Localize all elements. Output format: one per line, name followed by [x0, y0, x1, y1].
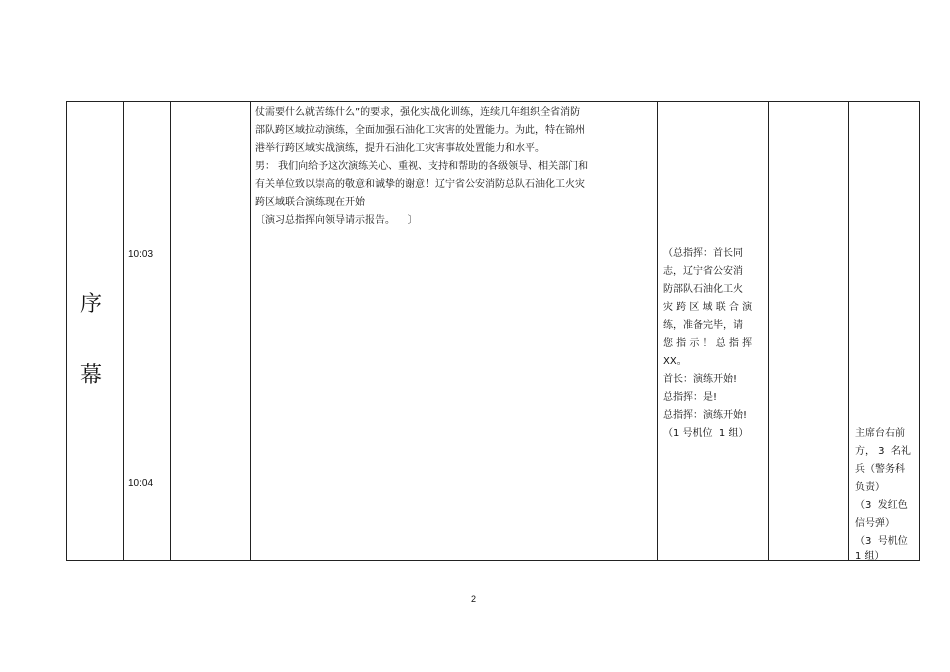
content-line: 〔演习总指挥向领导请示报告。 〕 — [255, 215, 418, 226]
content-line: 部队跨区域拉动演练，全面加强石油化工灾害的处置能力。为此，特在锦州 — [255, 125, 585, 136]
section-char-2: 幕 — [80, 363, 103, 388]
right-note-line: 1 组） — [855, 551, 885, 562]
section-char-1: 序 — [80, 292, 103, 317]
column-divider — [123, 101, 124, 561]
dialogue-line: 您 指 示 ！ 总 指 挥 — [663, 338, 753, 349]
page-number: 2 — [471, 594, 477, 604]
dialogue-line: 防部队石油化工火 — [663, 284, 743, 295]
column-divider — [848, 101, 849, 561]
dialogue-line: 练，准备完毕，请 — [663, 320, 743, 331]
content-line: 仗需要什么就苦练什么”的要求，强化实战化训练，连续几年组织全省消防 — [255, 107, 581, 118]
dialogue-line: （总指挥：首长同 — [663, 248, 743, 259]
dialogue-line: XX。 — [663, 356, 687, 367]
column-divider — [250, 101, 251, 561]
dialogue-line: 志，辽宁省公安消 — [663, 266, 743, 277]
dialogue-line: （1 号机位 1 组） — [663, 428, 749, 439]
right-note-line: 方， 3 名礼 — [855, 446, 911, 457]
time-label: 10:03 — [128, 249, 154, 260]
column-divider — [919, 101, 920, 561]
right-note-line: （3 发红色 — [855, 500, 908, 511]
column-divider — [170, 101, 171, 561]
column-divider — [66, 101, 67, 561]
right-note-line: 信号弹） — [855, 518, 895, 529]
column-divider — [768, 101, 769, 561]
table-bottom-border — [66, 560, 920, 561]
content-line: 跨区域联合演练现在开始 — [255, 197, 365, 208]
time-label: 10:04 — [128, 478, 154, 489]
right-note-line: 兵（警务科 — [855, 464, 905, 475]
table-top-border — [66, 101, 920, 102]
right-note-line: （3 号机位 — [855, 536, 908, 547]
column-divider — [657, 101, 658, 561]
dialogue-line: 总指挥：是! — [663, 392, 718, 403]
content-line: 有关单位致以崇高的敬意和诚挚的谢意！辽宁省公安消防总队石油化工火灾 — [255, 179, 585, 190]
dialogue-line: 灾 跨 区 域 联 合 演 — [663, 302, 753, 313]
content-line: 男： 我们向给予这次演练关心、重视、支持和帮助的各级领导、相关部门和 — [255, 161, 589, 172]
content-line: 港举行跨区域实战演练，提升石油化工灾害事故处置能力和水平。 — [255, 143, 545, 154]
right-note-line: 主席台右前 — [855, 428, 905, 439]
dialogue-line: 首长：演练开始! — [663, 374, 738, 385]
right-note-line: 负责） — [855, 482, 885, 493]
dialogue-line: 总指挥：演练开始! — [663, 410, 748, 421]
